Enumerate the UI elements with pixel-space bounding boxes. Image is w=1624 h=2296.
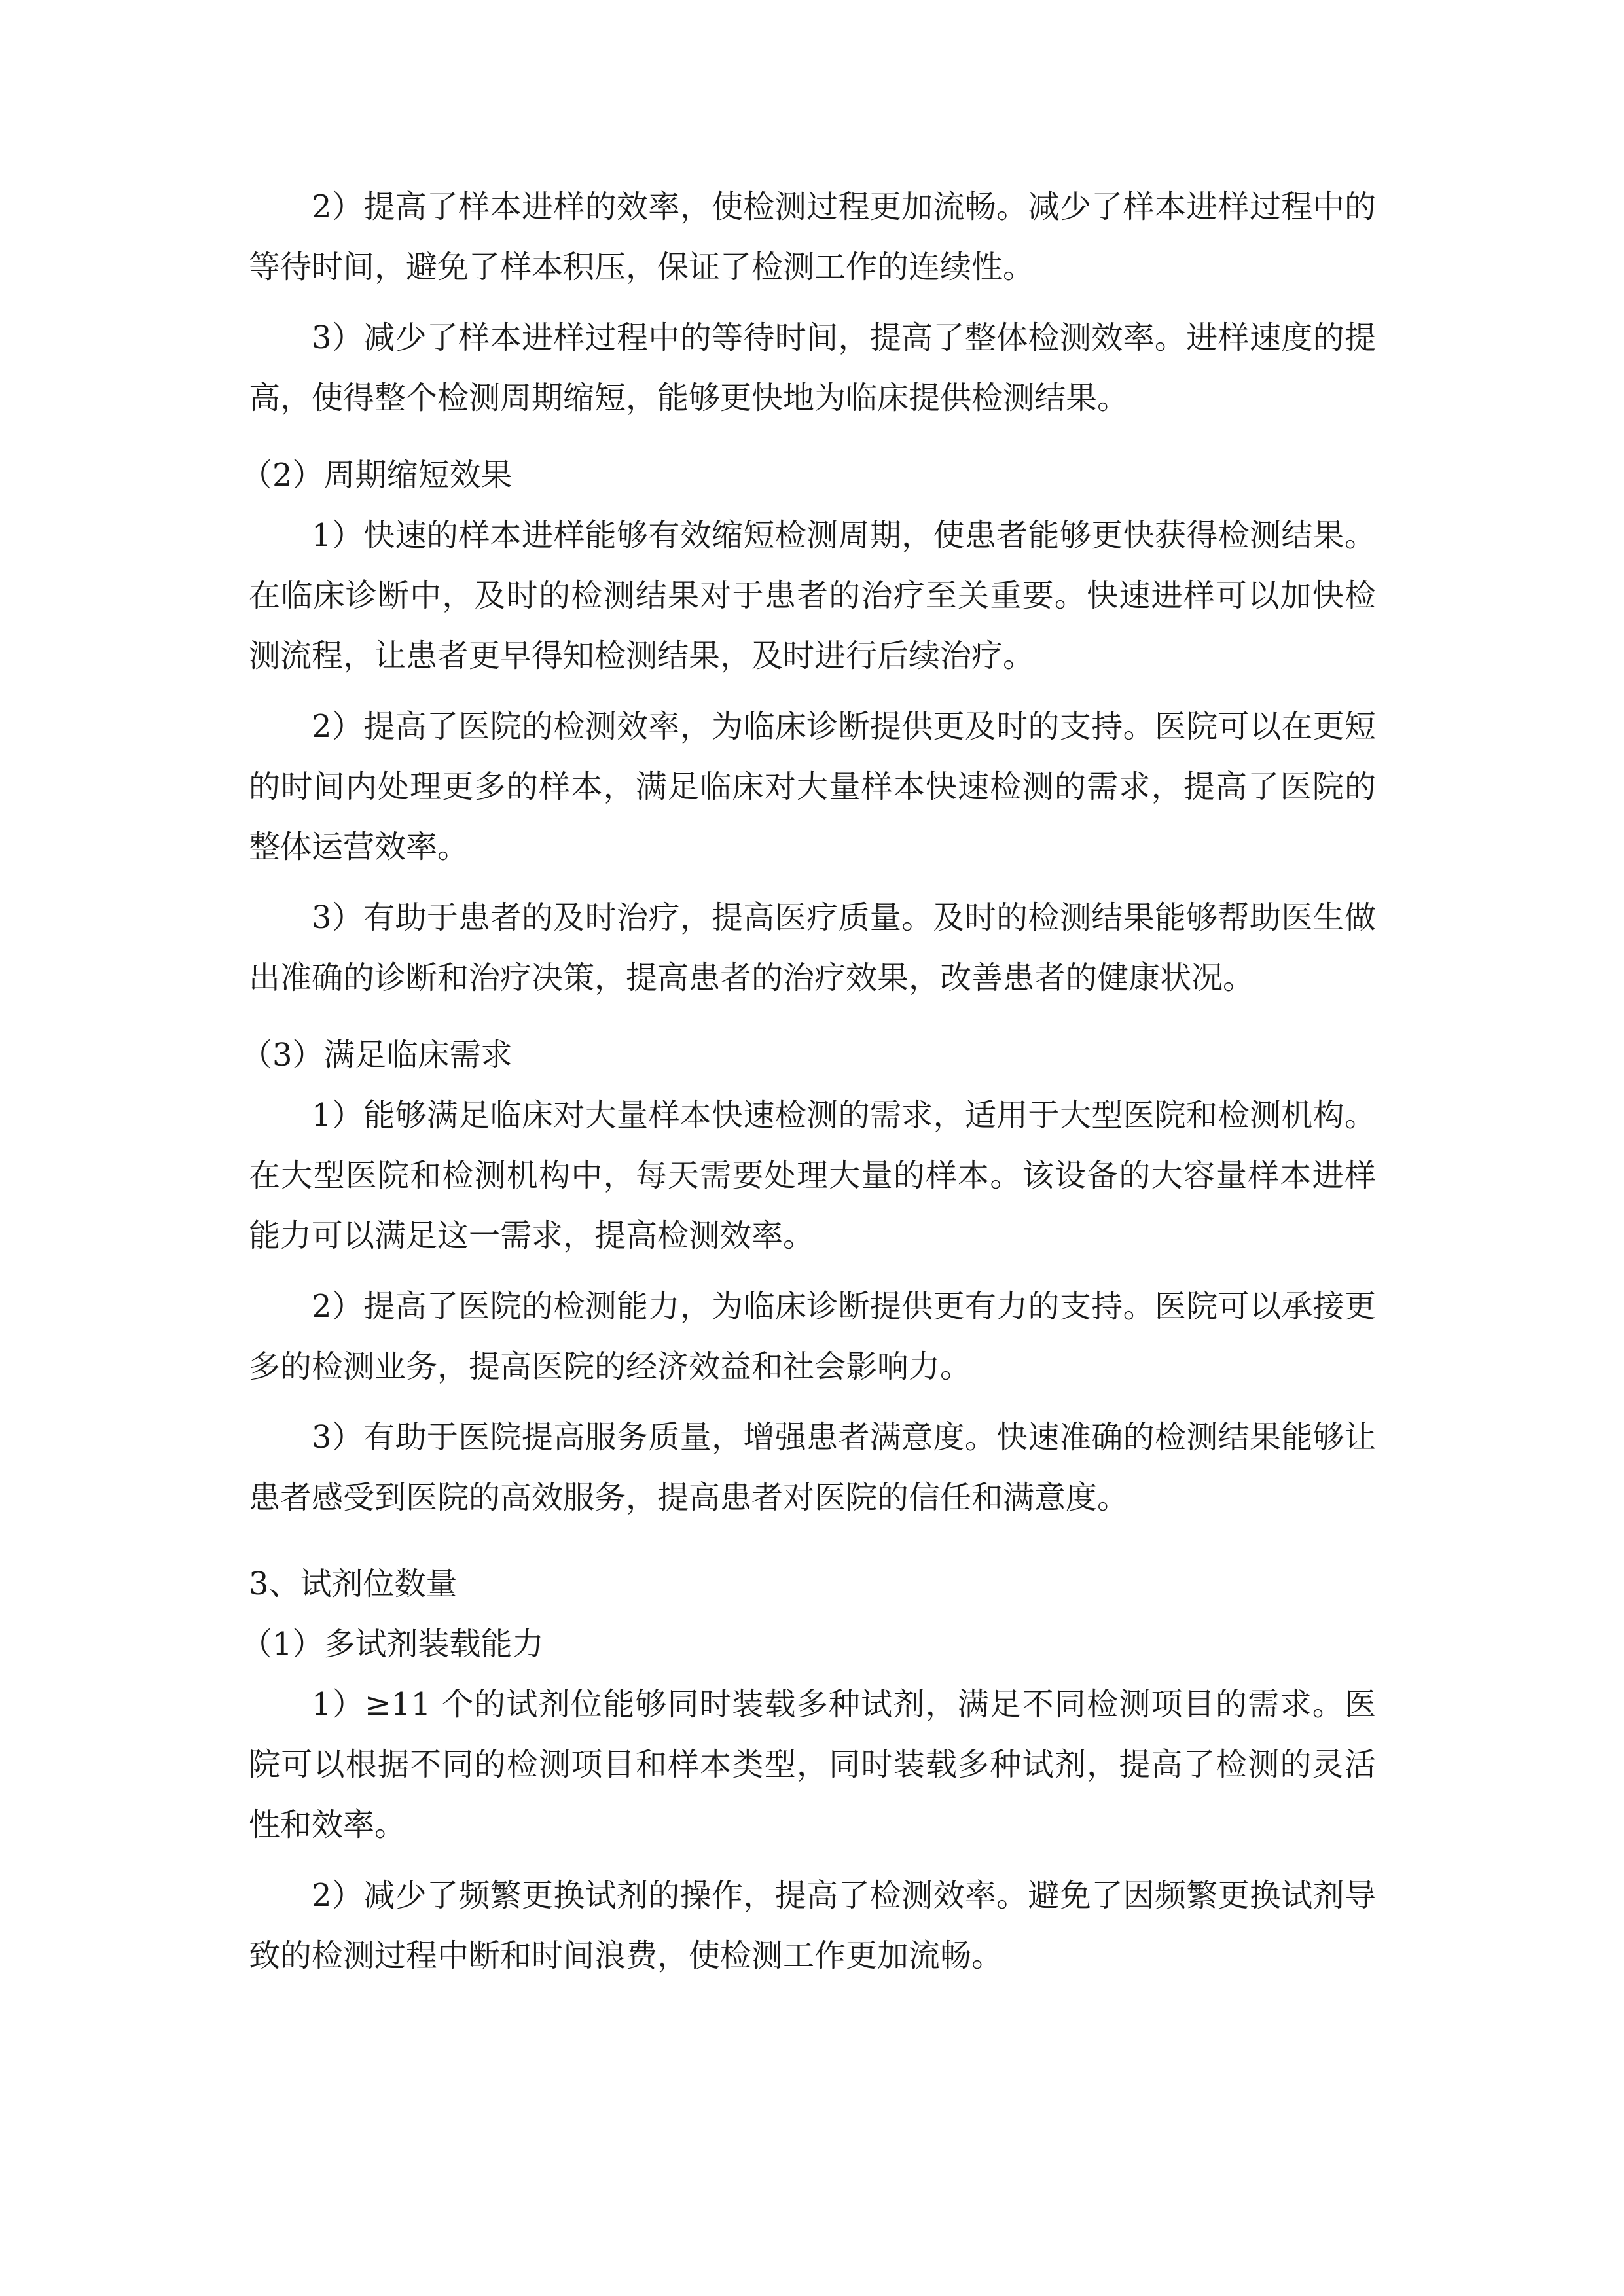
paragraph-hospital-capability: 2）提高了医院的检测能力，为临床诊断提供更有力的支持。医院可以承接更多的检测业务，提高医院的经济效益和社会影响力。 [249,1288,1376,1385]
paragraph-reagent-change: 2）减少了频繁更换试剂的操作，提高了检测效率。避免了因频繁更换试剂导致的检测过程中断和时间浪费，使检测工作更加流畅。 [249,1877,1376,1974]
paragraph-large-volume: 1）能够满足临床对大量样本快速检测的需求，适用于大型医院和检测机构。在大型医院和检测机构中，每天需要处理大量的样本。该设备的大容量样本进样能力可以满足这一需求，提高检测效率。 [249,1097,1376,1254]
document-page [241,177,1376,1986]
paragraph-sample-efficiency: 2）提高了样本进样的效率，使检测过程更加流畅。减少了样本进样过程中的等待时间，避免了样本积压，保证了检测工作的连续性。 [249,188,1376,285]
paragraph-reduced-waiting: 3）减少了样本进样过程中的等待时间，提高了整体检测效率。进样速度的提高，使得整个检测周期缩短，能够更快地为临床提供检测结果。 [249,319,1376,416]
section-heading-clinical-needs: （3）满足临床需求 [241,1037,513,1073]
paragraph-reagent-slots: 1）≥11 个的试剂位能够同时装载多种试剂，满足不同检测项目的需求。医院可以根据不同的检测项目和样本类型，同时装载多种试剂，提高了检测的灵活性和效率。 [249,1686,1376,1843]
section-heading-reagent-positions: 3、试剂位数量 [249,1566,458,1602]
section-heading-multi-reagent: （1）多试剂装载能力 [241,1626,544,1662]
paragraph-fast-sampling: 1）快速的样本进样能够有效缩短检测周期，使患者能够更快获得检测结果。在临床诊断中，及时的检测结果对于患者的治疗至关重要。快速进样可以加快检测流程，让患者更早得知检测结果，及时进行后续治疗。 [249,517,1376,674]
paragraph-timely-treatment: 3）有助于患者的及时治疗，提高医疗质量。及时的检测结果能够帮助医生做出准确的诊断和治疗决策，提高患者的治疗效果，改善患者的健康状况。 [249,899,1376,996]
paragraph-hospital-efficiency: 2）提高了医院的检测效率，为临床诊断提供更及时的支持。医院可以在更短的时间内处理更多的样本，满足临床对大量样本快速检测的需求，提高了医院的整体运营效率。 [249,708,1376,865]
section-heading-cycle-shortening: （2）周期缩短效果 [241,457,513,493]
paragraph-service-quality: 3）有助于医院提高服务质量，增强患者满意度。快速准确的检测结果能够让患者感受到医院的高效服务，提高患者对医院的信任和满意度。 [249,1419,1376,1516]
